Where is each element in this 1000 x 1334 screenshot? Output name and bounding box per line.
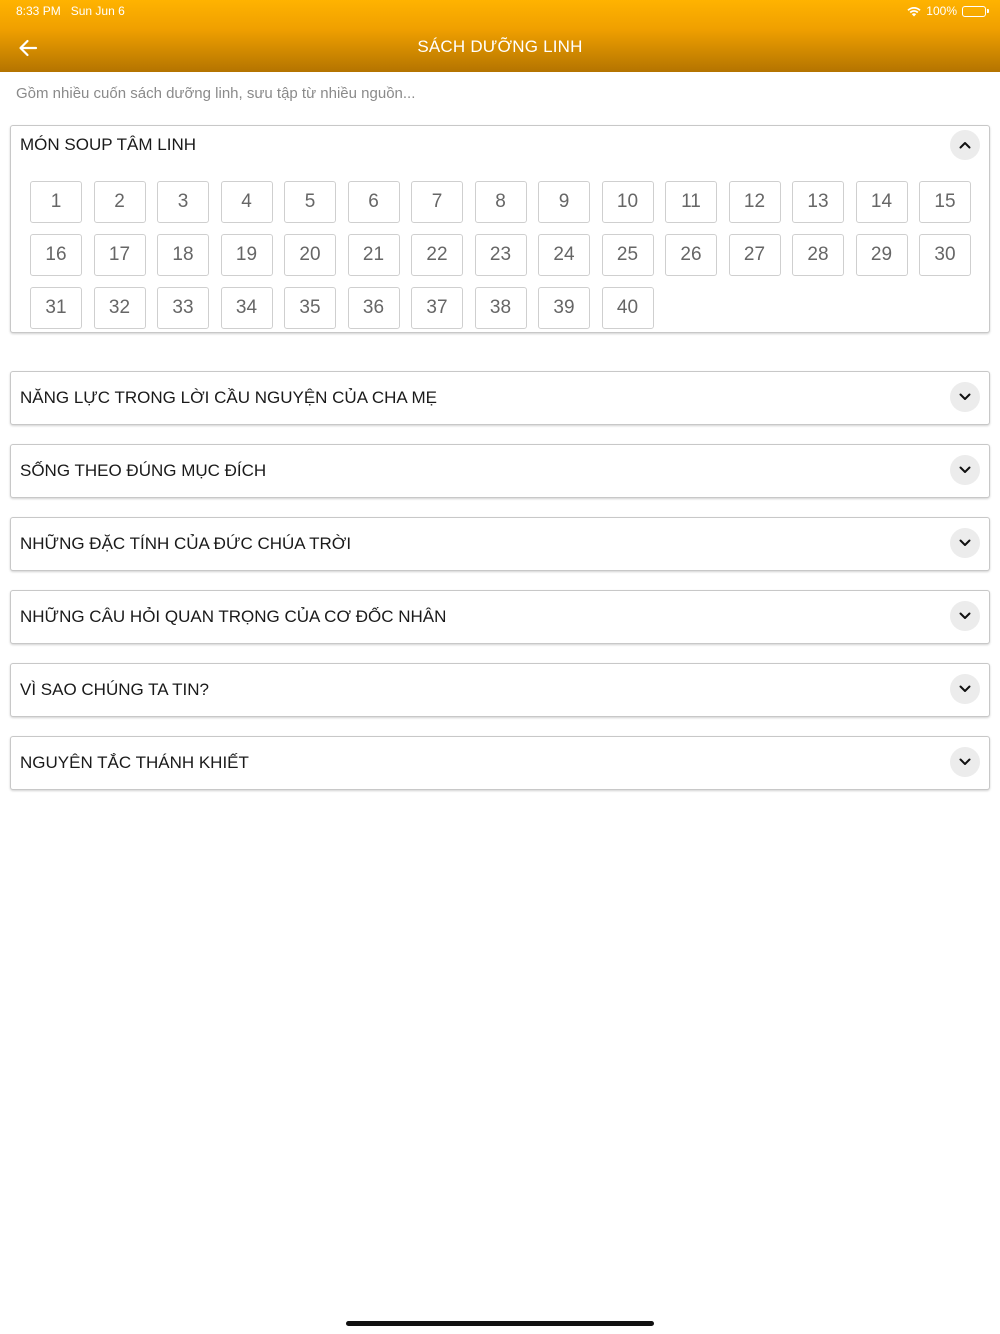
page-title: SÁCH DƯỠNG LINH — [417, 37, 583, 56]
chevron-down-icon — [959, 393, 971, 401]
chapter-number-button[interactable]: 24 — [538, 234, 590, 276]
section-nang-luc-cau-nguyen — [10, 371, 990, 425]
section-title: NHỮNG CÂU HỎI QUAN TRỌNG CỦA CƠ ĐỐC NHÂN — [20, 607, 447, 626]
section-title: SỐNG THEO ĐÚNG MỤC ĐÍCH — [20, 461, 267, 480]
wifi-icon — [907, 6, 921, 17]
chapter-number-button[interactable]: 1 — [30, 181, 82, 223]
header-bar — [0, 0, 1000, 72]
chapter-number-button[interactable]: 5 — [284, 181, 336, 223]
status-date: Sun Jun 6 — [70, 4, 125, 18]
expand-button[interactable] — [950, 382, 980, 412]
chapter-number-button[interactable]: 10 — [602, 181, 654, 223]
expand-button[interactable] — [950, 455, 980, 485]
chapter-number-button[interactable]: 25 — [602, 234, 654, 276]
chapter-number-button[interactable]: 21 — [348, 234, 400, 276]
expand-button[interactable] — [950, 674, 980, 704]
chapter-number-button[interactable]: 12 — [729, 181, 781, 223]
section-header[interactable] — [11, 372, 989, 424]
chapter-number-button[interactable]: 3 — [157, 181, 209, 223]
section-song-theo-dung-muc-dich — [10, 444, 990, 498]
chapter-number-button[interactable]: 35 — [284, 287, 336, 329]
chapter-number-button[interactable]: 29 — [856, 234, 908, 276]
chapter-number-button[interactable]: 32 — [94, 287, 146, 329]
home-indicator — [346, 1321, 654, 1326]
chevron-down-icon — [959, 539, 971, 547]
section-dac-tinh-duc-chua-troi — [10, 517, 990, 571]
chapter-number-button[interactable]: 6 — [348, 181, 400, 223]
chevron-down-icon — [959, 612, 971, 620]
chapter-number-button[interactable]: 18 — [157, 234, 209, 276]
chevron-down-icon — [959, 758, 971, 766]
chevron-down-icon — [959, 685, 971, 693]
section-title: NĂNG LỰC TRONG LỜI CẦU NGUYỆN CỦA CHA MẸ — [20, 388, 438, 407]
chevron-up-icon — [959, 141, 971, 149]
section-title: NGUYÊN TẮC THÁNH KHIẾT — [20, 753, 249, 772]
chapter-number-button[interactable]: 20 — [284, 234, 336, 276]
chapter-number-button[interactable]: 22 — [411, 234, 463, 276]
collapse-button[interactable] — [950, 130, 980, 160]
chapter-number-button[interactable]: 30 — [919, 234, 971, 276]
status-clock: 8:33 PM — [16, 4, 61, 18]
chapter-number-button[interactable]: 37 — [411, 287, 463, 329]
chapter-number-button[interactable]: 23 — [475, 234, 527, 276]
status-indicators — [907, 4, 986, 18]
chapter-number-button[interactable]: 27 — [729, 234, 781, 276]
section-cau-hoi-co-doc-nhan — [10, 590, 990, 644]
section-title: VÌ SAO CHÚNG TA TIN? — [20, 680, 209, 699]
chapter-number-button[interactable]: 8 — [475, 181, 527, 223]
status-time — [16, 4, 125, 18]
chapter-number-button[interactable]: 33 — [157, 287, 209, 329]
chapter-number-button[interactable]: 34 — [221, 287, 273, 329]
section-header[interactable] — [11, 664, 989, 716]
section-nguyen-tac-thanh-khiet — [10, 736, 990, 790]
battery-percent: 100% — [926, 4, 957, 18]
expand-button[interactable] — [950, 747, 980, 777]
chapter-number-button[interactable]: 17 — [94, 234, 146, 276]
chapter-number-button[interactable]: 31 — [30, 287, 82, 329]
section-header[interactable] — [11, 126, 989, 162]
chapter-number-button[interactable]: 15 — [919, 181, 971, 223]
chapter-number-button[interactable]: 4 — [221, 181, 273, 223]
expand-button[interactable] — [950, 601, 980, 631]
chapter-number-button[interactable]: 14 — [856, 181, 908, 223]
chapter-number-button[interactable]: 28 — [792, 234, 844, 276]
chapter-number-button[interactable]: 2 — [94, 181, 146, 223]
battery-icon — [962, 6, 986, 17]
chapter-number-button[interactable]: 7 — [411, 181, 463, 223]
chapter-number-button[interactable]: 36 — [348, 287, 400, 329]
section-header[interactable] — [11, 518, 989, 570]
chevron-down-icon — [959, 466, 971, 474]
chapter-number-button[interactable]: 16 — [30, 234, 82, 276]
section-header[interactable] — [11, 445, 989, 497]
section-vi-sao-chung-ta-tin — [10, 663, 990, 717]
chapter-number-button[interactable]: 39 — [538, 287, 590, 329]
chapter-number-button[interactable]: 19 — [221, 234, 273, 276]
section-title: MÓN SOUP TÂM LINH — [20, 135, 197, 154]
chapter-number-button[interactable]: 38 — [475, 287, 527, 329]
section-header[interactable] — [11, 737, 989, 789]
section-title: NHỮNG ĐẶC TÍNH CỦA ĐỨC CHÚA TRỜI — [20, 534, 352, 553]
section-header[interactable] — [11, 591, 989, 643]
chapter-number-button[interactable]: 11 — [665, 181, 717, 223]
chapter-number-button[interactable]: 40 — [602, 287, 654, 329]
section-mon-soup-tam-linh — [10, 125, 990, 333]
page-subtitle: Gồm nhiều cuốn sách dưỡng linh, sưu tập từ nhiều nguồn... — [16, 85, 416, 102]
chapter-number-grid — [11, 162, 989, 332]
chapter-number-button[interactable]: 26 — [665, 234, 717, 276]
expand-button[interactable] — [950, 528, 980, 558]
chapter-number-button[interactable]: 9 — [538, 181, 590, 223]
chapter-number-button[interactable]: 13 — [792, 181, 844, 223]
